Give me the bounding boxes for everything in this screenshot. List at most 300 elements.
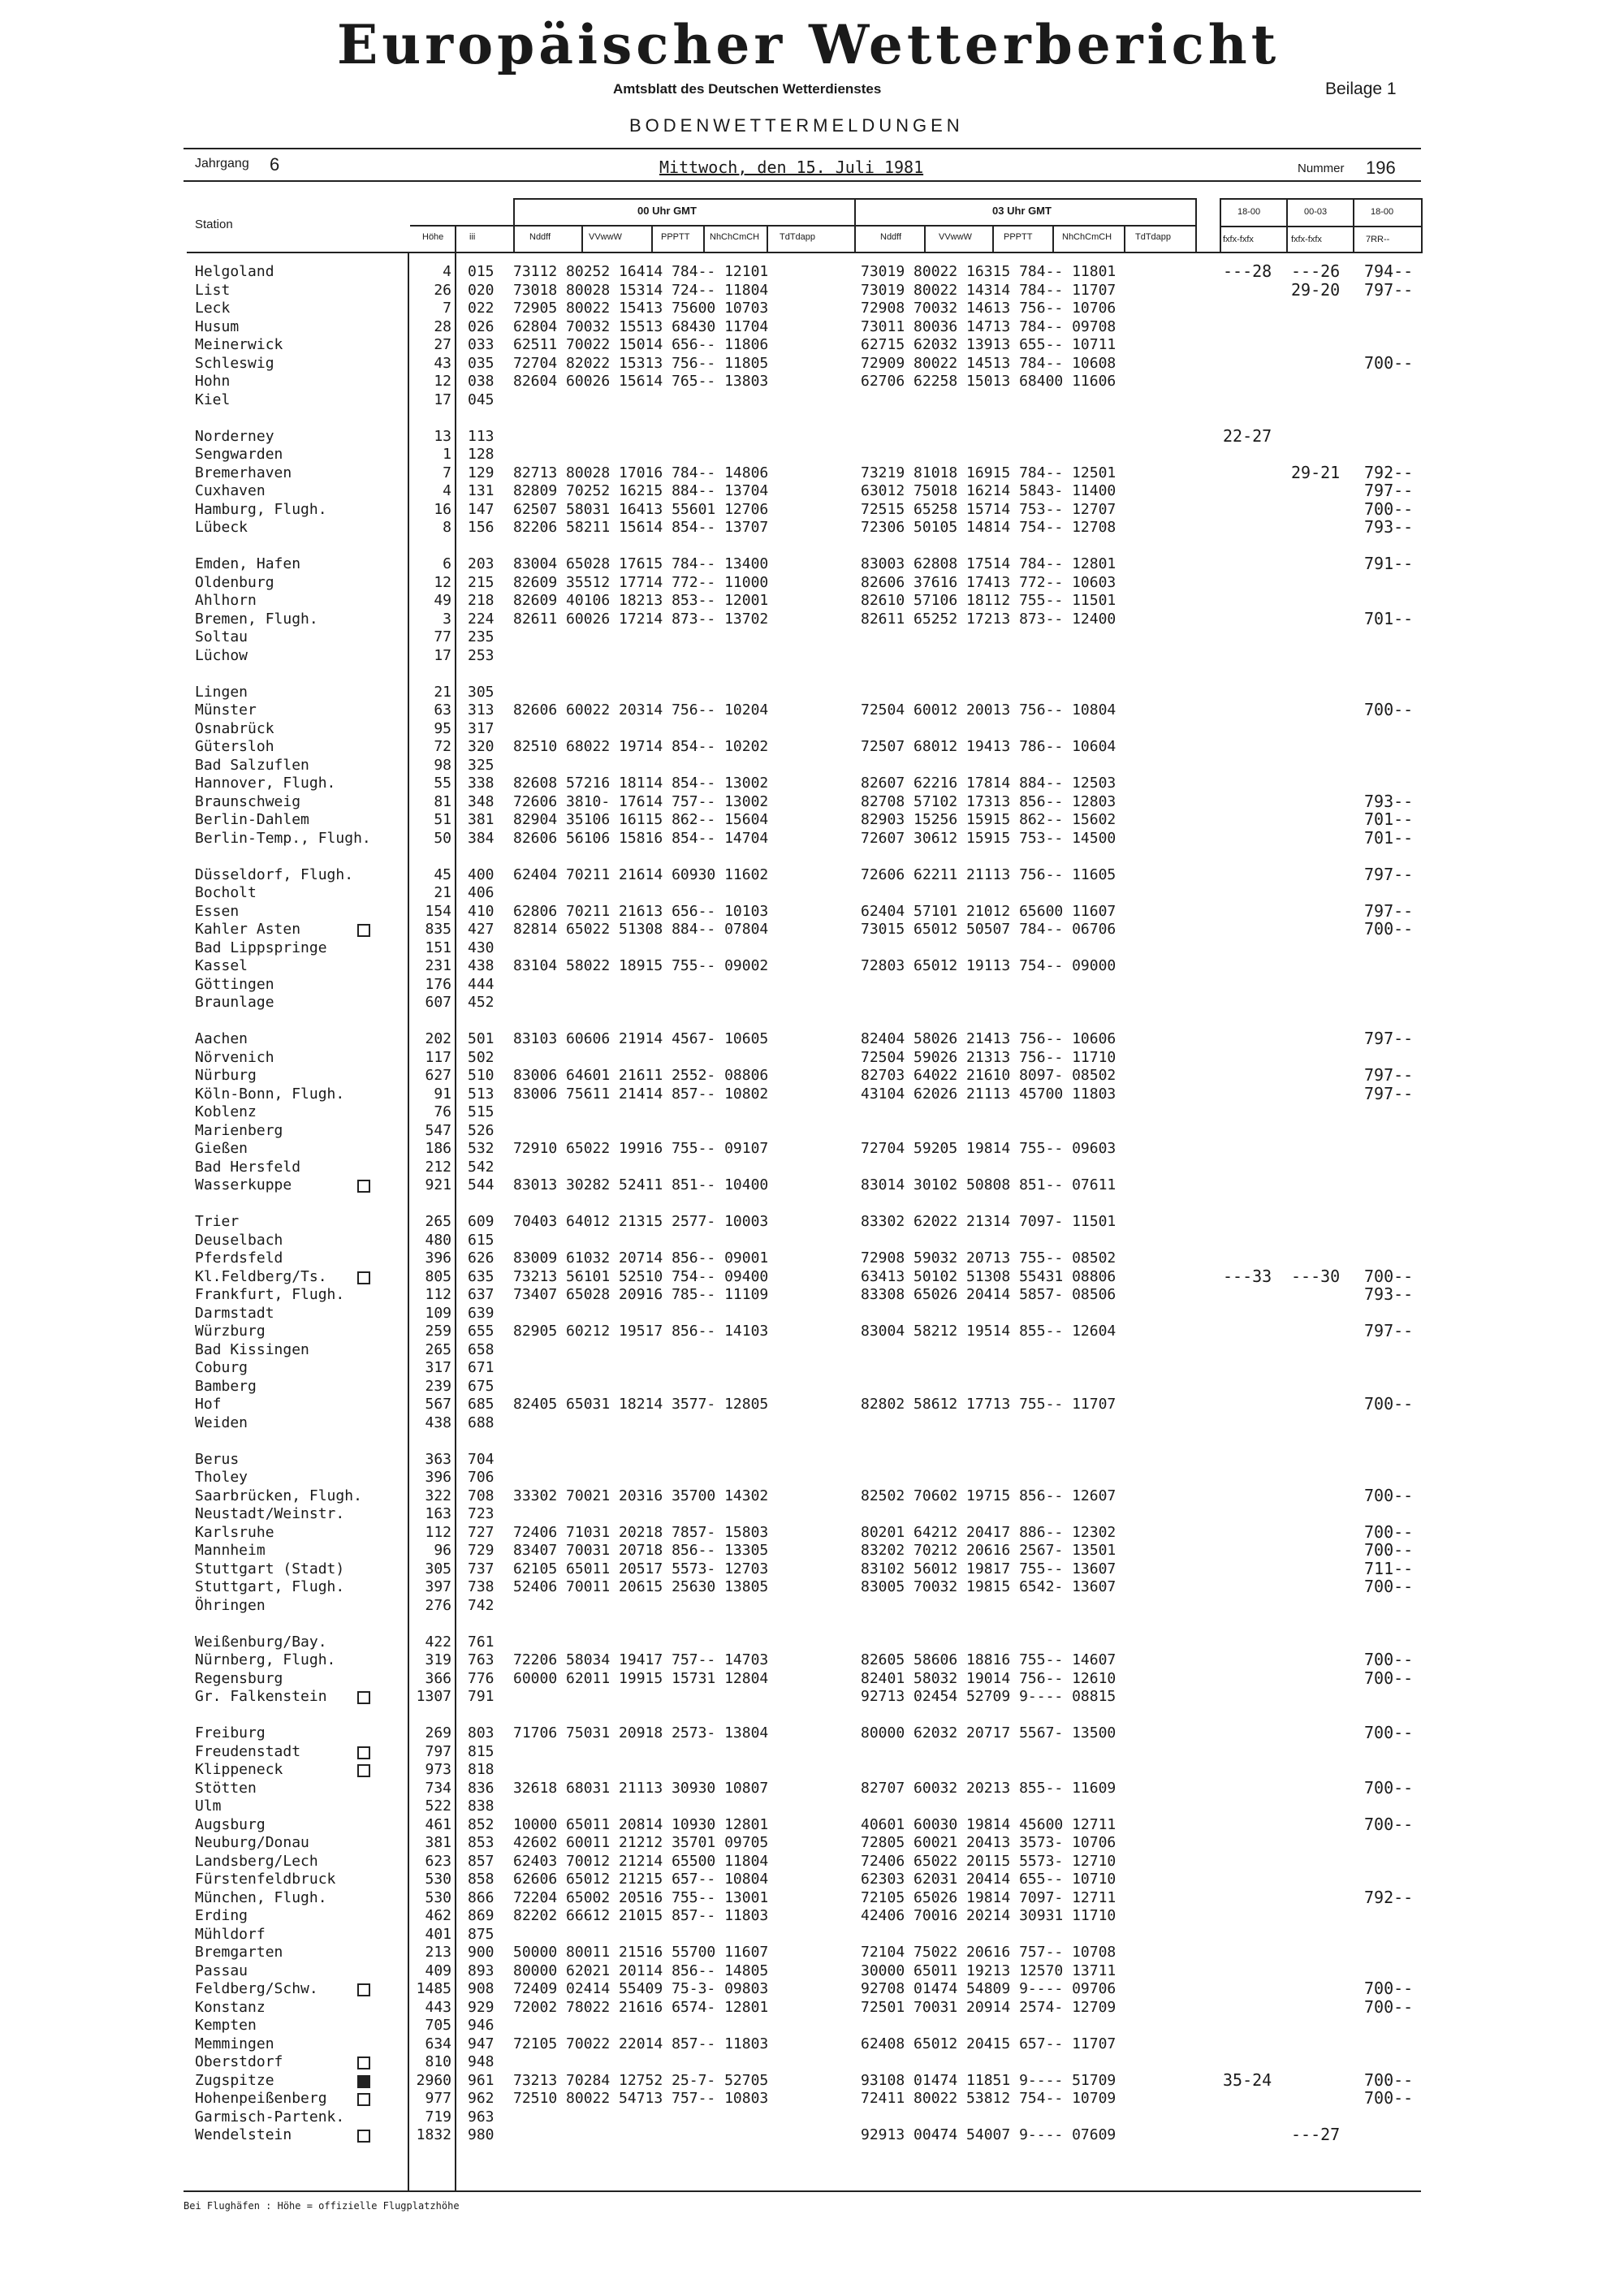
col-divider — [1220, 198, 1221, 252]
station-name: Husum — [195, 317, 240, 335]
synop-03-gmt: 72507 68012 19413 786-- 10604 — [861, 738, 1116, 755]
station-index: 128 — [468, 446, 495, 463]
station-height: 3 — [443, 610, 451, 628]
station-index: 962 — [468, 2090, 495, 2107]
rain-18-00: 700-- — [1364, 352, 1414, 373]
synop-03-gmt: 72515 65258 15714 753-- 12707 — [861, 500, 1116, 518]
station-height: 276 — [425, 1596, 451, 1614]
station-name: Gr. Falkenstein — [195, 1688, 327, 1705]
station-index: 038 — [468, 373, 495, 390]
station-name: Hohn — [195, 373, 231, 390]
col-divider — [992, 225, 994, 252]
synop-00-gmt: 82814 65022 51308 884-- 07804 — [513, 921, 769, 938]
col-divider — [455, 253, 456, 2190]
station-index: 685 — [468, 1396, 495, 1413]
station-name: Düsseldorf, Flugh. — [195, 865, 354, 883]
rain-18-00: 700-- — [1364, 700, 1414, 719]
synop-03-gmt: 40601 60030 19814 45600 12711 — [861, 1815, 1116, 1833]
station-index: 203 — [468, 555, 495, 572]
station-name: Lübeck — [195, 519, 248, 536]
gust-18-00: ---33 — [1223, 1266, 1272, 1286]
synop-00-gmt: 82809 70252 16215 884-- 13704 — [513, 482, 769, 499]
station-index: 742 — [468, 1596, 495, 1614]
station-index: 235 — [468, 628, 495, 645]
station-height: 835 — [425, 921, 451, 938]
station-index: 515 — [468, 1103, 495, 1120]
station-index: 502 — [468, 1048, 495, 1066]
station-index: 815 — [468, 1742, 495, 1760]
synop-03-gmt: 80000 62032 20717 5567- 13500 — [861, 1724, 1116, 1741]
gust-18-00: ---28 — [1223, 261, 1272, 281]
station-name: Würzburg — [195, 1323, 266, 1340]
station-index: 400 — [468, 865, 495, 883]
station-height: 176 — [425, 975, 451, 993]
mountain-station-marker — [357, 2056, 370, 2069]
rain-18-00: 701-- — [1364, 827, 1414, 848]
station-height: 4 — [443, 482, 451, 499]
station-index: 723 — [468, 1505, 495, 1522]
synop-03-gmt: 82802 58612 17713 755-- 11707 — [861, 1396, 1116, 1413]
col-00-vvwww: VVwwW — [589, 232, 622, 242]
station-name: Kempten — [195, 2017, 257, 2034]
station-index: 727 — [468, 1523, 495, 1541]
col-00-nddff: Nddff — [529, 232, 551, 242]
station-index: 963 — [468, 2108, 495, 2126]
station-index: 818 — [468, 1761, 495, 1778]
synop-00-gmt: 50000 80011 21516 55700 11607 — [513, 1944, 769, 1961]
rain-18-00: 700-- — [1364, 919, 1414, 939]
synop-03-gmt: 82607 62216 17814 884-- 12503 — [861, 775, 1116, 792]
mountain-station-marker — [357, 1746, 370, 1759]
station-height: 397 — [425, 1578, 451, 1595]
station-height: 705 — [425, 2017, 451, 2034]
station-height: 366 — [425, 1669, 451, 1687]
station-name: Gießen — [195, 1140, 248, 1157]
synop-03-gmt: 82404 58026 21413 756-- 10606 — [861, 1030, 1116, 1047]
station-name: Freudenstadt — [195, 1742, 301, 1760]
station-name: Essen — [195, 902, 240, 920]
rain-18-00: 797-- — [1364, 1321, 1414, 1340]
synop-00-gmt: 72510 80022 54713 757-- 10803 — [513, 2090, 769, 2107]
station-height: 76 — [434, 1103, 451, 1120]
station-height: 443 — [425, 1998, 451, 2016]
col-00-ppptt: PPPTT — [661, 232, 690, 242]
synop-00-gmt: 72406 71031 20218 7857- 15803 — [513, 1523, 769, 1541]
station-name: Braunlage — [195, 994, 274, 1011]
station-height: 202 — [425, 1030, 451, 1047]
station-index: 384 — [468, 829, 495, 847]
synop-00-gmt: 62806 70211 21613 656-- 10103 — [513, 902, 769, 920]
synop-00-gmt: 82609 35512 17714 772-- 11000 — [513, 573, 769, 591]
publication-subtitle: Amtsblatt des Deutschen Wetterdienstes — [613, 81, 882, 97]
gust-00-03: ---26 — [1291, 261, 1341, 281]
station-height: 13 — [434, 427, 451, 445]
station-name: Helgoland — [195, 263, 274, 280]
synop-03-gmt: 63012 75018 16214 5843- 11400 — [861, 482, 1116, 499]
station-index: 501 — [468, 1030, 495, 1047]
mountain-station-marker — [357, 1983, 370, 1996]
station-height: 265 — [425, 1213, 451, 1230]
station-name: Kl.Feldberg/Ts. — [195, 1267, 327, 1285]
station-height: 797 — [425, 1742, 451, 1760]
station-name: Schleswig — [195, 354, 274, 372]
station-height: 269 — [425, 1724, 451, 1741]
station-name: Öhringen — [195, 1596, 266, 1614]
station-index: 947 — [468, 2035, 495, 2052]
synop-00-gmt: 72002 78022 21616 6574- 12801 — [513, 1998, 769, 2016]
header-rule — [184, 180, 1421, 182]
station-index: 929 — [468, 1998, 495, 2016]
station-name: Kiel — [195, 391, 231, 408]
rain-18-00: 700-- — [1364, 1668, 1414, 1688]
station-name: Passau — [195, 1962, 248, 1979]
station-index: 430 — [468, 939, 495, 956]
synop-03-gmt: 92708 01474 54809 9---- 09706 — [861, 1980, 1116, 1997]
group-rule-00 — [513, 198, 854, 200]
station-name: Stuttgart, Flugh. — [195, 1578, 345, 1595]
station-index: 313 — [468, 701, 495, 719]
station-height: 805 — [425, 1267, 451, 1285]
station-index: 544 — [468, 1176, 495, 1193]
synop-03-gmt: 83004 58212 19514 855-- 12604 — [861, 1323, 1116, 1340]
station-height: 921 — [425, 1176, 451, 1193]
synop-03-gmt: 83102 56012 19817 755-- 13607 — [861, 1560, 1116, 1577]
station-name: Feldberg/Schw. — [195, 1980, 318, 1997]
station-name: Berus — [195, 1450, 240, 1468]
page-title: Europäischer Wetterbericht — [337, 13, 1281, 76]
synop-03-gmt: 72704 59205 19814 755-- 09603 — [861, 1140, 1116, 1157]
nummer-value: 196 — [1366, 158, 1396, 178]
synop-00-gmt: 62507 58031 16413 55601 12706 — [513, 500, 769, 518]
station-height: 27 — [434, 336, 451, 353]
station-height: 977 — [425, 2090, 451, 2107]
station-height: 522 — [425, 1798, 451, 1815]
station-name: Erding — [195, 1907, 248, 1924]
rain-18-00: 700-- — [1364, 1540, 1414, 1560]
station-name: München, Flugh. — [195, 1888, 327, 1906]
station-name: Neustadt/Weinstr. — [195, 1505, 345, 1522]
station-name: Bad Lippspringe — [195, 939, 327, 956]
synop-00-gmt: 83407 70031 20718 856-- 13305 — [513, 1542, 769, 1559]
mountain-station-filled-marker — [357, 2075, 370, 2088]
station-index: 708 — [468, 1487, 495, 1504]
station-height: 1307 — [416, 1688, 451, 1705]
station-index: 729 — [468, 1542, 495, 1559]
station-index: 156 — [468, 519, 495, 536]
synop-03-gmt: 73219 81018 16915 784-- 12501 — [861, 464, 1116, 481]
station-name: Stuttgart (Stadt) — [195, 1560, 345, 1577]
station-height: 319 — [425, 1651, 451, 1668]
station-index: 737 — [468, 1560, 495, 1577]
station-index: 655 — [468, 1323, 495, 1340]
col-r1-c: 18-00 — [1371, 207, 1394, 217]
synop-00-gmt: 83006 64601 21611 2552- 08806 — [513, 1067, 769, 1084]
synop-03-gmt: 82401 58032 19014 756-- 12610 — [861, 1669, 1116, 1687]
station-index: 444 — [468, 975, 495, 993]
synop-03-gmt: 72306 50105 14814 754-- 12708 — [861, 519, 1116, 536]
synop-00-gmt: 72606 3810- 17614 757-- 13002 — [513, 792, 769, 810]
group-rule-03 — [854, 198, 1195, 200]
station-name: Landsberg/Lech — [195, 1852, 318, 1870]
station-height: 17 — [434, 646, 451, 664]
rain-18-00: 700-- — [1364, 1521, 1414, 1542]
section-heading: BODENWETTERMELDUNGEN — [629, 115, 964, 136]
station-index: 325 — [468, 756, 495, 774]
rain-18-00: 700-- — [1364, 1485, 1414, 1505]
station-name: Memmingen — [195, 2035, 274, 2052]
col-divider — [651, 225, 653, 252]
station-height: 634 — [425, 2035, 451, 2052]
station-height: 21 — [434, 683, 451, 701]
station-index: 615 — [468, 1231, 495, 1249]
station-index: 875 — [468, 1925, 495, 1943]
col-divider — [1353, 198, 1354, 252]
station-index: 852 — [468, 1815, 495, 1833]
station-index: 893 — [468, 1962, 495, 1979]
gust-00-03: ---30 — [1291, 1266, 1341, 1286]
station-index: 147 — [468, 500, 495, 518]
synop-00-gmt: 70403 64012 21315 2577- 10003 — [513, 1213, 769, 1230]
station-height: 16 — [434, 500, 451, 518]
col-divider — [767, 225, 768, 252]
synop-00-gmt: 82604 60026 15614 765-- 13803 — [513, 373, 769, 390]
station-name: Ulm — [195, 1798, 222, 1815]
synop-00-gmt: 83006 75611 21414 857-- 10802 — [513, 1085, 769, 1103]
station-height: 1485 — [416, 1980, 451, 1997]
rain-18-00: 797-- — [1364, 900, 1414, 921]
mountain-station-marker — [357, 1180, 370, 1193]
station-height: 305 — [425, 1560, 451, 1577]
group-rule-sub — [410, 225, 1195, 227]
station-height: 151 — [425, 939, 451, 956]
station-index: 639 — [468, 1304, 495, 1322]
station-index: 838 — [468, 1798, 495, 1815]
station-name: Köln-Bonn, Flugh. — [195, 1085, 345, 1103]
station-name: List — [195, 281, 231, 299]
station-height: 265 — [425, 1340, 451, 1358]
rain-18-00: 797-- — [1364, 1083, 1414, 1103]
mountain-station-marker — [357, 1691, 370, 1704]
synop-03-gmt: 72909 80022 14513 784-- 10608 — [861, 354, 1116, 372]
synop-00-gmt: 71706 75031 20918 2573- 13804 — [513, 1724, 769, 1741]
col-03-tdtdapp: TdTdapp — [1135, 232, 1172, 242]
col-divider — [1286, 198, 1288, 252]
header-rule — [184, 148, 1421, 149]
station-name: Braunschweig — [195, 792, 301, 810]
synop-03-gmt: 80201 64212 20417 886-- 12302 — [861, 1523, 1116, 1541]
station-height: 98 — [434, 756, 451, 774]
station-height: 21 — [434, 884, 451, 901]
station-name: Lüchow — [195, 646, 248, 664]
col-03-ppptt: PPPTT — [1004, 232, 1033, 242]
synop-03-gmt: 62404 57101 21012 65600 11607 — [861, 902, 1116, 920]
station-index: 948 — [468, 2053, 495, 2070]
station-name: Bremgarten — [195, 1944, 283, 1961]
synop-00-gmt: 73213 56101 52510 754-- 09400 — [513, 1267, 769, 1285]
station-index: 410 — [468, 902, 495, 920]
synop-00-gmt: 62511 70022 15014 656-- 11806 — [513, 336, 769, 353]
synop-03-gmt: 72606 62211 21113 756-- 11605 — [861, 865, 1116, 883]
synop-03-gmt: 92713 02454 52709 9---- 08815 — [861, 1688, 1116, 1705]
synop-00-gmt: 82606 56106 15816 854-- 14704 — [513, 829, 769, 847]
station-height: 396 — [425, 1469, 451, 1486]
station-name: Garmisch-Partenk. — [195, 2108, 345, 2126]
synop-03-gmt: 72908 70032 14613 756-- 10706 — [861, 300, 1116, 317]
station-name: Saarbrücken, Flugh. — [195, 1487, 362, 1504]
synop-03-gmt: 92913 00474 54007 9---- 07609 — [861, 2126, 1116, 2143]
col-r1-b: 00-03 — [1304, 207, 1328, 217]
rain-18-00: 793-- — [1364, 517, 1414, 537]
col-station: Station — [195, 218, 233, 231]
col-r2-a: fxfx-fxfx — [1223, 235, 1254, 244]
station-name: Neuburg/Donau — [195, 1834, 309, 1851]
gust-18-00: 22-27 — [1223, 425, 1272, 446]
synop-03-gmt: 83308 65026 20414 5857- 08506 — [861, 1286, 1116, 1303]
station-height: 401 — [425, 1925, 451, 1943]
synop-00-gmt: 42602 60011 21212 35701 09705 — [513, 1834, 769, 1851]
station-index: 035 — [468, 354, 495, 372]
col-divider — [703, 225, 705, 252]
station-name: Nürnberg, Flugh. — [195, 1651, 336, 1668]
synop-00-gmt: 82510 68022 19714 854-- 10202 — [513, 738, 769, 755]
col-divider — [455, 225, 456, 252]
group-03-gmt: 03 Uhr GMT — [992, 205, 1052, 217]
synop-00-gmt: 83103 60606 21914 4567- 10605 — [513, 1030, 769, 1047]
rain-18-00: 701-- — [1364, 608, 1414, 628]
station-name: Bamberg — [195, 1377, 257, 1395]
station-name: Oberstdorf — [195, 2053, 283, 2070]
station-name: Konstanz — [195, 1998, 266, 2016]
synop-00-gmt: 60000 62011 19915 15731 12804 — [513, 1669, 769, 1687]
synop-03-gmt: 62715 62032 13913 655-- 10711 — [861, 336, 1116, 353]
station-name: Frankfurt, Flugh. — [195, 1286, 345, 1303]
station-height: 50 — [434, 829, 451, 847]
synop-00-gmt: 72206 58034 19417 757-- 14703 — [513, 1651, 769, 1668]
footnote: Bei Flughäfen : Höhe = offizielle Flugplatzhöhe — [184, 2200, 460, 2212]
station-height: 186 — [425, 1140, 451, 1157]
station-name: Berlin-Temp., Flugh. — [195, 829, 371, 847]
synop-00-gmt: 32618 68031 21113 30930 10807 — [513, 1779, 769, 1797]
station-name: Hohenpeißenberg — [195, 2090, 327, 2107]
station-index: 635 — [468, 1267, 495, 1285]
station-height: 28 — [434, 317, 451, 335]
station-name: Kahler Asten — [195, 921, 301, 938]
station-index: 526 — [468, 1121, 495, 1139]
synop-00-gmt: 62105 65011 20517 5573- 12703 — [513, 1560, 769, 1577]
station-index: 113 — [468, 427, 495, 445]
synop-03-gmt: 72411 80022 53812 754-- 10709 — [861, 2090, 1116, 2107]
synop-03-gmt: 62706 62258 15013 68400 11606 — [861, 373, 1116, 390]
station-name: Karlsruhe — [195, 1523, 274, 1541]
synop-00-gmt: 72204 65002 20516 755-- 13001 — [513, 1888, 769, 1906]
station-index: 438 — [468, 957, 495, 974]
station-height: 213 — [425, 1944, 451, 1961]
station-index: 033 — [468, 336, 495, 353]
synop-03-gmt: 72504 60012 20013 756-- 10804 — [861, 701, 1116, 719]
station-height: 530 — [425, 1871, 451, 1888]
station-index: 836 — [468, 1779, 495, 1797]
rain-18-00: 797-- — [1364, 481, 1414, 500]
synop-03-gmt: 73011 80036 14713 784-- 09708 — [861, 317, 1116, 335]
station-height: 109 — [425, 1304, 451, 1322]
synop-00-gmt: 62606 65012 21215 657-- 10804 — [513, 1871, 769, 1888]
station-name: Hannover, Flugh. — [195, 775, 336, 792]
synop-03-gmt: 83003 62808 17514 784-- 12801 — [861, 555, 1116, 572]
station-height: 317 — [425, 1359, 451, 1376]
group-rule-extra-2 — [1220, 226, 1421, 227]
station-name: Aachen — [195, 1030, 248, 1047]
station-height: 112 — [425, 1286, 451, 1303]
station-index: 381 — [468, 811, 495, 828]
station-name: Weißenburg/Bay. — [195, 1633, 327, 1651]
jahrgang-label: Jahrgang — [195, 157, 249, 170]
station-name: Bad Hersfeld — [195, 1158, 301, 1176]
station-name: Freiburg — [195, 1724, 266, 1741]
station-name: Bad Kissingen — [195, 1340, 309, 1358]
station-index: 406 — [468, 884, 495, 901]
station-name: Coburg — [195, 1359, 248, 1376]
station-index: 452 — [468, 994, 495, 1011]
rain-18-00: 797-- — [1364, 1029, 1414, 1048]
synop-03-gmt: 42406 70016 20214 30931 11710 — [861, 1907, 1116, 1924]
station-height: 63 — [434, 701, 451, 719]
col-divider — [1195, 198, 1197, 252]
station-height: 480 — [425, 1231, 451, 1249]
station-height: 117 — [425, 1048, 451, 1066]
rain-18-00: 793-- — [1364, 1284, 1414, 1304]
station-index: 253 — [468, 646, 495, 664]
rain-18-00: 700-- — [1364, 1723, 1414, 1742]
station-height: 17 — [434, 391, 451, 408]
synop-03-gmt: 72406 65022 20115 5573- 12710 — [861, 1852, 1116, 1870]
station-height: 112 — [425, 1523, 451, 1541]
station-index: 022 — [468, 300, 495, 317]
rain-18-00: 700-- — [1364, 2088, 1414, 2108]
station-height: 154 — [425, 902, 451, 920]
station-index: 532 — [468, 1140, 495, 1157]
station-index: 215 — [468, 573, 495, 591]
station-index: 791 — [468, 1688, 495, 1705]
station-name: Stötten — [195, 1779, 257, 1797]
station-height: 81 — [434, 792, 451, 810]
col-iii: iii — [469, 232, 476, 242]
station-height: 973 — [425, 1761, 451, 1778]
station-name: Mühldorf — [195, 1925, 266, 1943]
station-height: 231 — [425, 957, 451, 974]
station-index: 131 — [468, 482, 495, 499]
rain-18-00: 792-- — [1364, 1887, 1414, 1907]
station-name: Klippeneck — [195, 1761, 283, 1778]
col-r2-c: 7RR-- — [1366, 235, 1390, 244]
station-height: 322 — [425, 1487, 451, 1504]
rain-18-00: 791-- — [1364, 554, 1414, 573]
station-name: Lingen — [195, 683, 248, 701]
station-name: Bremerhaven — [195, 464, 292, 481]
station-height: 51 — [434, 811, 451, 828]
station-name: Soltau — [195, 628, 248, 645]
synop-03-gmt: 82703 64022 21610 8097- 08502 — [861, 1067, 1116, 1084]
station-name: Weiden — [195, 1413, 248, 1431]
station-index: 675 — [468, 1377, 495, 1395]
rain-18-00: 711-- — [1364, 1558, 1414, 1578]
station-index: 658 — [468, 1340, 495, 1358]
rain-18-00: 700-- — [1364, 1777, 1414, 1798]
synop-00-gmt: 73407 65028 20916 785-- 11109 — [513, 1286, 769, 1303]
station-index: 858 — [468, 1871, 495, 1888]
station-index: 688 — [468, 1413, 495, 1431]
station-index: 738 — [468, 1578, 495, 1595]
station-height: 239 — [425, 1377, 451, 1395]
